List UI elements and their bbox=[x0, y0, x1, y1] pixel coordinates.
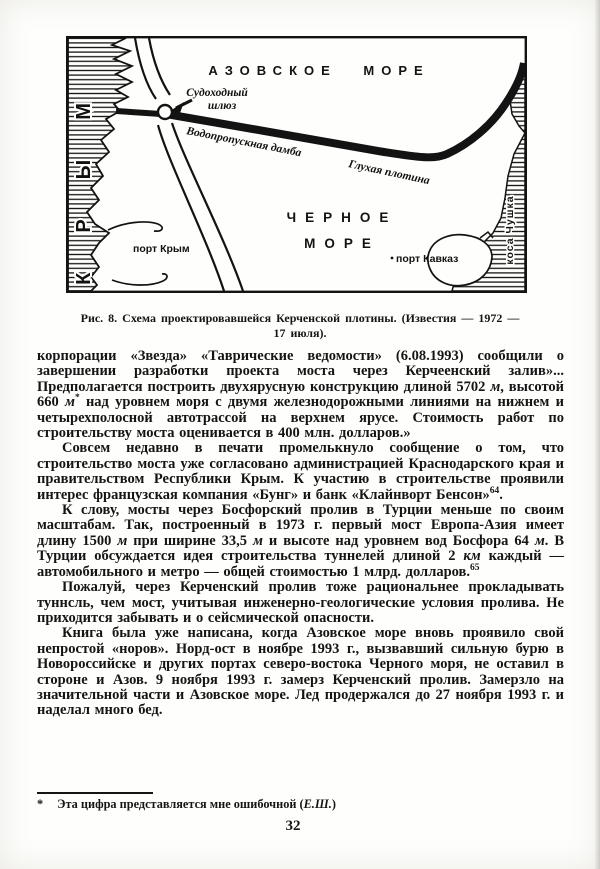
port-krym-label: порт Крым bbox=[133, 243, 190, 255]
paragraph-1-text: , высотой 660 bbox=[37, 378, 564, 411]
lock-label-arrow bbox=[170, 100, 192, 113]
navigation-lock-circle bbox=[158, 105, 172, 119]
paragraph-2 bbox=[37, 441, 564, 503]
kosa-chushka-label-vertical: коса Чушка bbox=[504, 195, 516, 265]
figure-caption-line2: 17 июля). bbox=[273, 326, 327, 340]
spillway-dam-label: Водопропускная дамба bbox=[185, 125, 303, 160]
footnote bbox=[37, 797, 564, 812]
kerch-dam-map bbox=[66, 36, 527, 293]
port-krym-north-jetty bbox=[108, 222, 162, 231]
footnote-text: ) bbox=[331, 797, 336, 811]
paragraph-2-text: . bbox=[499, 486, 503, 503]
figure-caption bbox=[40, 311, 560, 341]
footnote-marker: * bbox=[37, 797, 44, 811]
dam-left-segment bbox=[116, 111, 161, 114]
unit-m-italic: м bbox=[490, 378, 501, 395]
unit-m-italic: м bbox=[253, 532, 263, 549]
paragraph-3-text: каждый — автомобильного и метро — общей стоимостью 1 млрд. долларов. bbox=[37, 548, 564, 580]
paragraph-4 bbox=[37, 580, 564, 626]
azov-sea-label: АЗОВСКОЕ МОРЕ bbox=[208, 63, 430, 78]
endnote-ref-64: 64 bbox=[489, 485, 500, 496]
paragraph-1-text: корпорации «Звезда» «Таврические ведомости» (6.08.1993) сообщили о завершении разработки проекта моста через Керчеенский залив»... Предполагается построить двухярусную конструкцию длиной 5702 bbox=[37, 348, 564, 395]
unit-m-italic: м bbox=[65, 394, 75, 411]
paragraph-3-text: К слову, мосты через Босфорский пролив в Турции меньше по своим масштабам. Так, построенный в 1973 г. первый мост Европа-Азия имеет длину 1500 bbox=[37, 502, 564, 549]
footnote-marker-asterisk: * bbox=[74, 393, 80, 404]
paragraph-5-text: Книга была уже написана, когда Азовское море вновь проявило свой непростой «норов». Норд-ост в ноябре 1993 г., вызвавший сильную бурю в Новороссийске и других портах северо-востока Черного моря, не оставил в стороне и Азов. 9 ноября 1993 г. замерз Керченский пролив. Замерзло на значительной части и Азовское море. Лед продержался до 27 ноября 1993 г. и наделал много бед. bbox=[37, 625, 564, 719]
body-text bbox=[37, 349, 564, 719]
crimea-label-vertical: КРЫМ bbox=[73, 63, 95, 285]
unit-km-italic: км bbox=[463, 548, 481, 565]
lock-label-line2: шлюз bbox=[207, 100, 237, 112]
port-kavkaz-label: порт Кавказ bbox=[396, 253, 459, 265]
paragraph-1-text: над уровнем моря с двумя железнодорожными линиями на нижнем и четырехполосной автотрассой на верхнем ярусе. Стоимость работ по строительству моста оценивается в 400 млн. долларов.» bbox=[37, 394, 565, 442]
figure-caption-line1: Рис. 8. Схема проектировавшейся Керченской плотины. (Известия — 1972 — bbox=[80, 311, 520, 325]
black-sea-label-line1: ЧЕРНОЕ bbox=[286, 210, 398, 225]
port-kavkaz-dot bbox=[391, 257, 394, 260]
paragraph-1 bbox=[37, 349, 564, 441]
paragraph-2-text: Совсем недавно в печати промелькнуло сообщение о том, что строительство моста уже согласовано администрацией Краснодарского края и правительством Республики Крым. К участию в строительстве проявили интерес французская компания «Бунг» и банк «Клайнворт Бенсон» bbox=[37, 440, 564, 503]
paragraph-3-text: и высоте над уровнем вод Босфора 64 bbox=[262, 532, 535, 549]
page-number: 32 bbox=[285, 818, 301, 834]
unit-m-italic: м bbox=[117, 532, 128, 549]
footnote-initials-italic: Е.Ш. bbox=[303, 797, 332, 811]
black-sea-label-line2: МОРЕ bbox=[304, 236, 380, 251]
lock-label-line1: Судоходный bbox=[186, 87, 248, 99]
paragraph-3-text: . В Турции обсуждается идея строительства туннелей длиной 2 bbox=[37, 532, 564, 565]
endnote-ref-65: 65 bbox=[470, 562, 480, 573]
port-krym-south-jetty bbox=[112, 274, 167, 285]
paragraph-3 bbox=[37, 503, 564, 580]
paragraph-4-text: Пожалуй, через Керченский пролив тоже рациональнее прокладывать туннсль, чем мост, учитывая инженерно-геологические условия пролива. Не приходится забывать и о сейсмической опасности. bbox=[37, 579, 564, 626]
footnote-text: Эта цифра представляется мне ошибочной ( bbox=[57, 797, 304, 811]
unit-m-italic: м bbox=[534, 532, 545, 549]
paragraph-3-text: при ширине 33,5 bbox=[127, 532, 254, 549]
footnote-rule bbox=[37, 792, 153, 794]
scan-edge-shadow bbox=[594, 0, 600, 869]
paragraph-5 bbox=[37, 626, 564, 718]
blind-dam-label: Глухая плотина bbox=[347, 158, 431, 188]
